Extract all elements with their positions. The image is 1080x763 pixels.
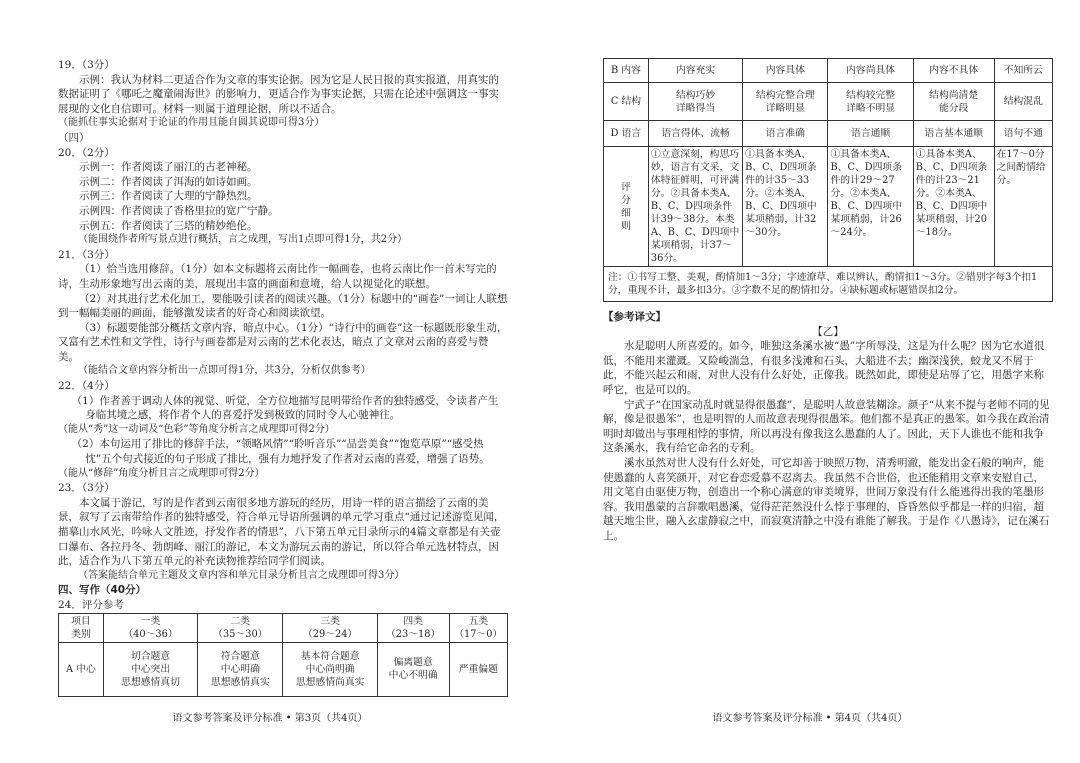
table-cell: A 中心 bbox=[59, 642, 104, 696]
table-cell: 内容尚具体 bbox=[828, 59, 913, 83]
q20-item: 示例二：作者阅读了洱海的如诗如画。 bbox=[79, 175, 258, 188]
q21-p3: （3）标题要能部分概括文章内容，暗点中心。（1分）“诗行中的画卷”这一标题既形象生动，又富有艺术性和文学性，诗行与画卷都是对云南的艺术化表达，暗点了文章对云南的喜爱与赞美。 bbox=[58, 321, 508, 363]
header-cell: 三类 （29～24） bbox=[283, 613, 377, 642]
q19-body: 示例：我认为材料二更适合作为文章的事实论据。因为它是人民日报的真实报道，用真实的数据证明了《哪吒之魔童闹海世》的影响力，更适合作为事实论据，只需在论述中强调这一事实展现的文化自信即可。材料一则属于道理论据，所以不适合。 bbox=[58, 73, 499, 115]
table-cell: 语言通顺 bbox=[828, 121, 913, 147]
q20-note: （能围绕作者所写景点进行概括，言之成理，写出1点即可得1分，共2分） bbox=[78, 234, 408, 246]
q22-p2: （2）本句运用了排比的修辞手法，“领略风情”“聆听音乐”“品尝美食”“饱览草原”“感受热忱”五个句式接近的句子形成了排比，强有力地抒发了作者对云南的喜爱，增强了语势。 bbox=[71, 438, 490, 466]
table-note: 注：①书写工整、美观，酌情加1～3分；字迹潦草、难以辨认，酌情扣1～3分。②错别字每3个扣1分，重现不计，最多扣3分。③字数不足的酌情扣分。④缺标题或标题错误扣2分。 bbox=[604, 267, 1053, 302]
table-cell: 内容不具体 bbox=[913, 59, 994, 83]
table-cell: 语句不通 bbox=[994, 121, 1052, 147]
translation-p2: 宁武子“在国家动乱时就显得很愚蠢”，是聪明人故意装糊涂。颜子“从来不提与老师不同的见解，像是很愚笨”，也是明智的人而故意表现得很愚笨。他们都不是真正的愚笨。如今我在政治清明时却做出与事理相悖的事情，所以再没有像我这么愚蠢的人了。因此，天下人谁也不能和我争这条溪水，我有给它命名的专利。 bbox=[603, 398, 1050, 455]
table-row bbox=[604, 121, 1053, 147]
q19-note: （能抓住事实论据对于论证的作用且能自圆其说即可得3分） bbox=[58, 117, 325, 129]
table-cell: 结构尚清楚 能分段 bbox=[913, 83, 994, 121]
section-four: （四） bbox=[58, 131, 90, 144]
table-cell: 结构完整合理 详略明显 bbox=[743, 83, 828, 121]
scoring-table-left bbox=[58, 613, 508, 697]
header-cell: 二类 （35～30） bbox=[198, 613, 283, 642]
table-cell: 评 分 细 则 bbox=[604, 147, 649, 267]
writing-head: 四、写作（40分） bbox=[58, 584, 147, 597]
header-cell: 四类 （23～18） bbox=[377, 613, 449, 642]
q21-p1: （1）恰当选用修辞。（1分）如本文标题将云南比作一幅画卷，也将云南比作一首未写完的诗，生动形象地写出云南的美，展现出丰富的画面和意境，给人以视觉化的联想。 bbox=[58, 263, 497, 290]
table-row bbox=[59, 642, 508, 696]
table-cell: D 语言 bbox=[604, 121, 649, 147]
table-cell: ①立意深刻，构思巧妙，语言有文采，文体特征鲜明，可评满分。②具备本类A、B、C、D四项条件计39～38分。本类A、B、C、D四项中某项稍弱，计37～36分。 bbox=[648, 147, 742, 267]
q19-head: 19．（3分） bbox=[58, 59, 115, 71]
table-row bbox=[604, 267, 1053, 302]
table-cell: ①具备本类A、B、C、D四项条件的计29～27分。②本类A、B、C、D四项中某项稍弱，计26～24分。 bbox=[828, 147, 913, 267]
header-cell: 项目 类别 bbox=[59, 613, 104, 642]
q20-item: 示例一：作者阅读了丽江的古老神秘。 bbox=[79, 161, 258, 174]
translation-p3: 溪水虽然对世人没有什么好处，可它却善于映照万物，清秀明澈，能发出金石般的响声，能使愚蠢的人喜笑颜开，对它眷恋爱慕不忍离去。我虽然不合世俗，也还能稍用文章来安慰自己，用文笔自由驱使万物，创造出一个称心满意的审美境界，世间万象没有什么能逃得出我的笔墨形容。我用愚蒙的言辞歌唱愚溪，觉得茫茫然没什么悖于事理的，昏昏然似乎都是一样的归宿，超越天地尘世，融入玄虚静寂之中，而寂寞清静之中没有谁能了解我。于是作《八愚诗》，记在溪石上。 bbox=[603, 456, 1050, 542]
table-row bbox=[604, 147, 1053, 267]
table-cell: 语言基本通顺 bbox=[913, 121, 994, 147]
q20-item: 示例三：作者阅读了大理的宁静热烈。 bbox=[79, 190, 258, 203]
q22-p1: （1）作者善于调动人体的视觉、听觉，全方位地描写昆明带给作者的独特感受，令读者产生身临其境之感，将作者个人的喜爱抒发到极致的同时令人心驰神往。 bbox=[71, 394, 499, 422]
table-cell: 结构巧妙 详略得当 bbox=[648, 83, 742, 121]
q23-head: 23．（3分） bbox=[58, 482, 115, 495]
table-cell: ①具备本类A、B、C、D四项条件的计35～33分。②本类A、B、C、D四项中某项稍弱，计32～30分。 bbox=[743, 147, 828, 267]
table-cell: 结构较完整 详略不明显 bbox=[828, 83, 913, 121]
q23-body: 本文属于游记，写的是作者到云南很多地方游玩的经历，用诗一样的语言描绘了云南的美景，叙写了云南带给作者的独特感受，符合单元导语所强调的单元学习重点“通过记述游览见闻，描摹山水风光，吟咏人文胜迹，抒发作者的情思”，八下第五单元目录所示的4篇文章都是有关壶口瀑布、各拉丹冬、勃朗峰、丽江的游记，本文为游玩云南的游记，所以符合单元选材特点，因此，适合作为八下第五单元的补充读物推荐给同学们阅读。 bbox=[58, 496, 505, 568]
table-row bbox=[59, 613, 508, 642]
header-cell: 一类 （40～36） bbox=[103, 613, 197, 642]
table-cell: 语言准确 bbox=[743, 121, 828, 147]
q20-item: 示例四：作者阅读了香格里拉的宽广宁静。 bbox=[79, 204, 279, 217]
table-cell: 结构混乱 bbox=[994, 83, 1052, 121]
table-cell: B 内容 bbox=[604, 59, 649, 83]
table-cell: 切合题意 中心突出 思想感情真切 bbox=[103, 642, 197, 696]
left-column bbox=[58, 58, 508, 697]
table-cell: 严重偏题 bbox=[449, 642, 507, 696]
q23-note: （答案能结合单元主题及文章内容和单元目录分析且言之成理即可得3分） bbox=[78, 569, 405, 581]
translation-p1: 水是聪明人所喜爱的。如今，唯独这条溪水被“愚”字所辱没，这是为什么呢？因为它水道很低，不能用来灌溉。又险峻湍急，有很多浅滩和石头，大船进不去；幽深浅狭，蛟龙又不屑于此，不能兴起云和雨，对世人没有什么好处，正像我。既然如此，即使是玷辱了它，用愚字来称呼它，也是可以的。 bbox=[603, 340, 1045, 396]
q20-head: 20．（2分） bbox=[58, 146, 115, 159]
q22-note2: （能从“修辞”角度分析且言之成理即可得2分） bbox=[58, 467, 265, 479]
translation-head: 【参考译文】 bbox=[603, 311, 666, 323]
table-cell: 内容具体 bbox=[743, 59, 828, 83]
scoring-table-right bbox=[603, 58, 1053, 302]
q21-head: 21．（3分） bbox=[58, 248, 115, 261]
translation-sub: 【乙】 bbox=[812, 325, 844, 338]
q22-head: 22．（4分） bbox=[58, 380, 115, 393]
q20-item: 示例五：作者阅读了三塔的精妙绝伦。 bbox=[79, 219, 258, 232]
header-cell: 五类 （17～0） bbox=[449, 613, 507, 642]
table-cell: 偏离题意 中心不明确 bbox=[377, 642, 449, 696]
table-cell: 内容充实 bbox=[648, 59, 742, 83]
table-cell: 基本符合题意 中心尚明确 思想感情尚真实 bbox=[283, 642, 377, 696]
right-column bbox=[603, 58, 1053, 544]
q21-note: （能结合文章内容分析出一点即可得1分，共3分，分析仅供参考） bbox=[78, 365, 371, 377]
page-footer: 语文参考答案及评分标准 • 第4页（共4页） bbox=[712, 713, 908, 724]
q22-note1: （能从“秀”这一动词及“色彩”等角度分析言之成理即可得2分） bbox=[58, 423, 335, 435]
page-footer: 语文参考答案及评分标准 • 第3页（共4页） bbox=[172, 713, 368, 724]
table-row bbox=[604, 59, 1053, 83]
table-cell: 在17～0分之间酌情给分。 bbox=[994, 147, 1052, 267]
table-cell: 不知所云 bbox=[994, 59, 1052, 83]
table-cell: 语言得体、流畅 bbox=[648, 121, 742, 147]
table-cell: ①具备本类A、B、C、D四项条件的计23～21分。②本类A、B、C、D四项中某项稍弱，计20～18分。 bbox=[913, 147, 994, 267]
table-row bbox=[604, 83, 1053, 121]
table-cell: 符合题意 中心明确 思想感情真实 bbox=[198, 642, 283, 696]
table-cell: C 结构 bbox=[604, 83, 649, 121]
q21-p2: （2）对其进行艺术化加工，要能吸引读者的阅读兴趣。（1分）标题中的“画卷”一词让人联想到一幅幅美丽的画面，能够激发读者的好奇心和阅读欲望。 bbox=[58, 292, 508, 320]
right-page bbox=[540, 0, 1080, 763]
writing-sub: 24．评分参考 bbox=[58, 598, 124, 611]
